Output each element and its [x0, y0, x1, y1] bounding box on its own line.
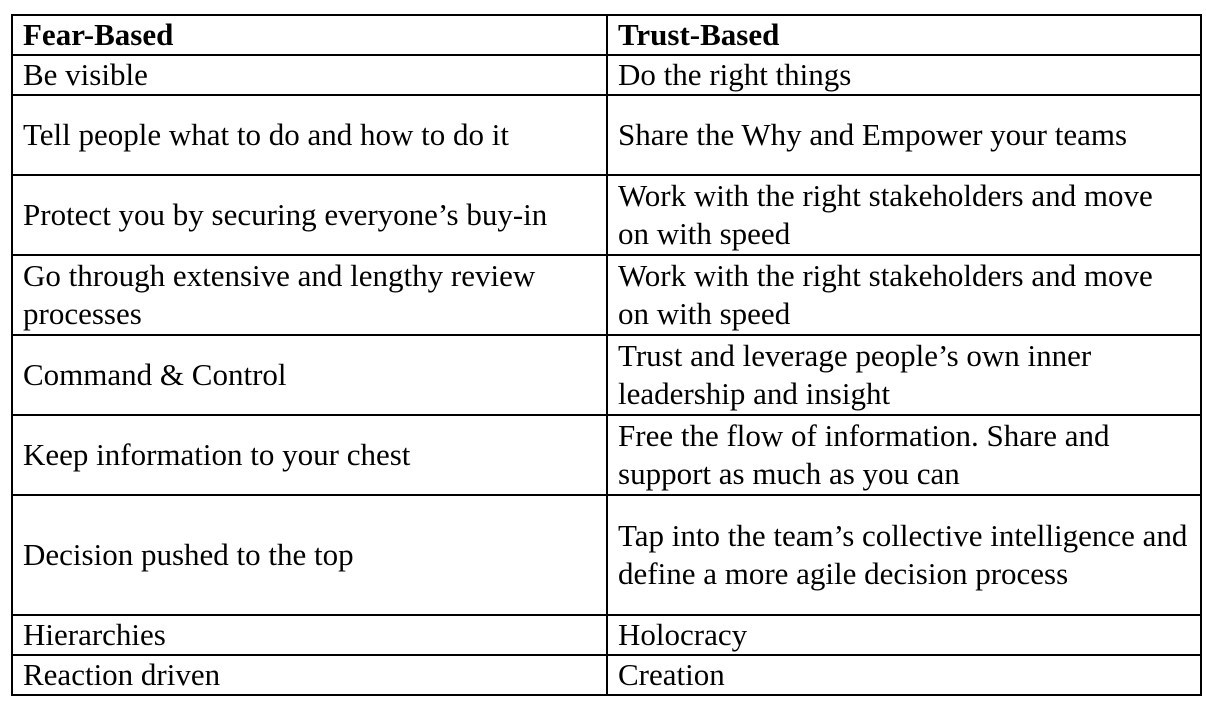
trust-based-cell: Do the right things	[607, 55, 1201, 95]
fear-based-cell: Hierarchies	[12, 615, 607, 655]
fear-based-cell: Protect you by securing everyone’s buy-in	[12, 175, 607, 255]
trust-based-cell: Work with the right stakeholders and move on with speed	[607, 175, 1201, 255]
fear-based-cell: Reaction driven	[12, 655, 607, 695]
table-row	[12, 255, 1201, 335]
column-header-fear-based: Fear-Based	[12, 15, 607, 55]
column-header-trust-based: Trust-Based	[607, 15, 1201, 55]
fear-based-cell: Keep information to your chest	[12, 415, 607, 495]
trust-based-cell: Free the flow of information. Share and support as much as you can	[607, 415, 1201, 495]
table-row	[12, 655, 1201, 695]
trust-based-cell: Share the Why and Empower your teams	[607, 95, 1201, 175]
table-row	[12, 175, 1201, 255]
trust-based-cell: Tap into the team’s collective intelligence and define a more agile decision process	[607, 495, 1201, 615]
table-row	[12, 615, 1201, 655]
fear-based-cell: Decision pushed to the top	[12, 495, 607, 615]
comparison-table	[11, 14, 1202, 696]
fear-based-cell: Be visible	[12, 55, 607, 95]
table-row	[12, 95, 1201, 175]
trust-based-cell: Trust and leverage people’s own inner leadership and insight	[607, 335, 1201, 415]
trust-based-cell: Holocracy	[607, 615, 1201, 655]
table-row	[12, 415, 1201, 495]
table-row	[12, 335, 1201, 415]
header-row	[12, 15, 1201, 55]
trust-based-cell: Work with the right stakeholders and move on with speed	[607, 255, 1201, 335]
table-row	[12, 55, 1201, 95]
fear-based-cell: Go through extensive and lengthy review processes	[12, 255, 607, 335]
table-row	[12, 495, 1201, 615]
fear-based-cell: Command & Control	[12, 335, 607, 415]
trust-based-cell: Creation	[607, 655, 1201, 695]
fear-based-cell: Tell people what to do and how to do it	[12, 95, 607, 175]
